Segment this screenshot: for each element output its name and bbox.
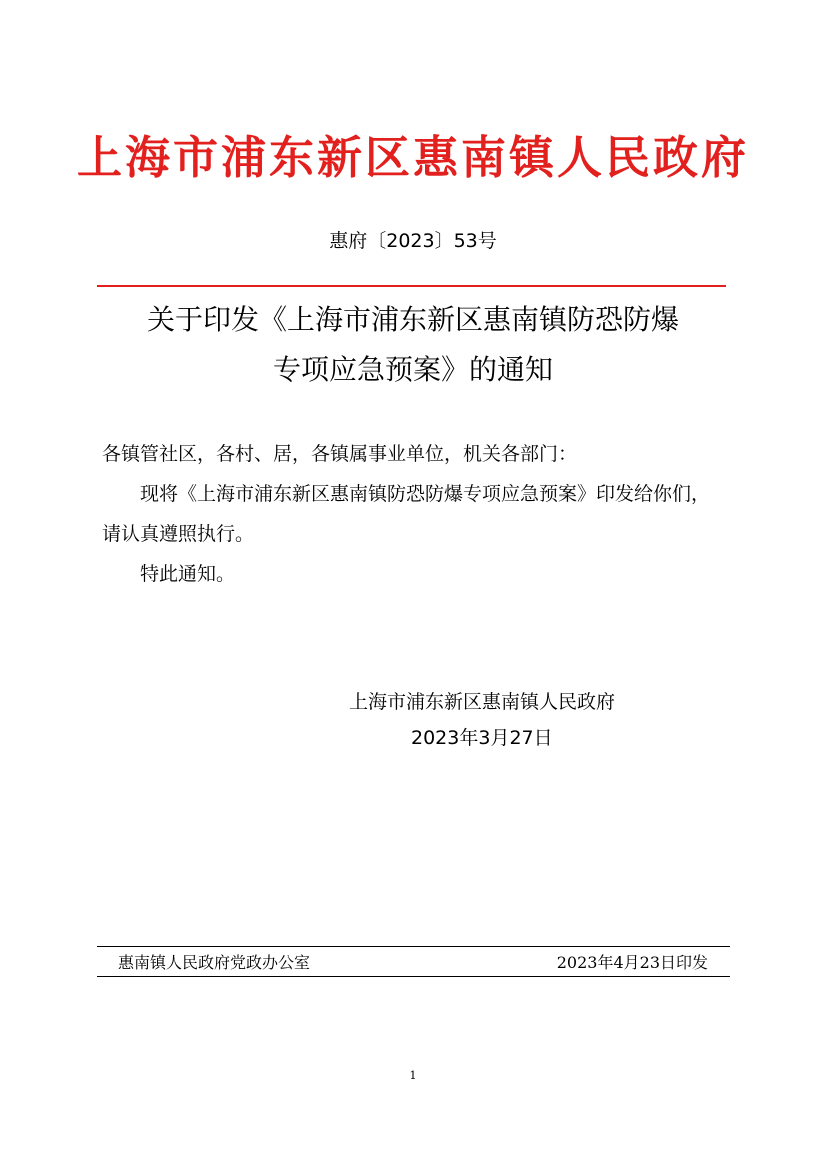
notice-title-line2: 专项应急预案》的通知: [272, 353, 553, 386]
page-number: 1: [409, 1069, 417, 1082]
print-info-row: [118, 950, 708, 976]
addressee: 各镇管社区，各村、居，各镇属事业单位，机关各部门：: [102, 443, 578, 465]
signature-block: [349, 684, 689, 756]
footer-divider-top: [97, 946, 730, 947]
signature-org: 上海市浦东新区惠南镇人民政府: [349, 691, 616, 713]
closing-line: 特此通知。: [140, 563, 236, 585]
notice-body: [102, 434, 722, 594]
issuing-office: 惠南镇人民政府党政办公室: [118, 953, 311, 972]
body-paragraph: 现将《上海市浦东新区惠南镇防恐防爆专项应急预案》印发给你们，请认真遵照执行。: [102, 483, 711, 545]
signature-date: 2023年3月27日: [411, 727, 553, 749]
masthead-title: 上海市浦东新区惠南镇人民政府: [76, 131, 749, 184]
footer-divider-bottom: [97, 976, 730, 977]
masthead-divider: [97, 285, 726, 287]
document-number: 惠府〔2023〕53号: [329, 230, 497, 252]
notice-title-line1: 关于印发《上海市浦东新区惠南镇防恐防爆: [146, 303, 679, 336]
notice-title: [0, 296, 826, 394]
print-date: 2023年4月23日印发: [556, 953, 708, 972]
